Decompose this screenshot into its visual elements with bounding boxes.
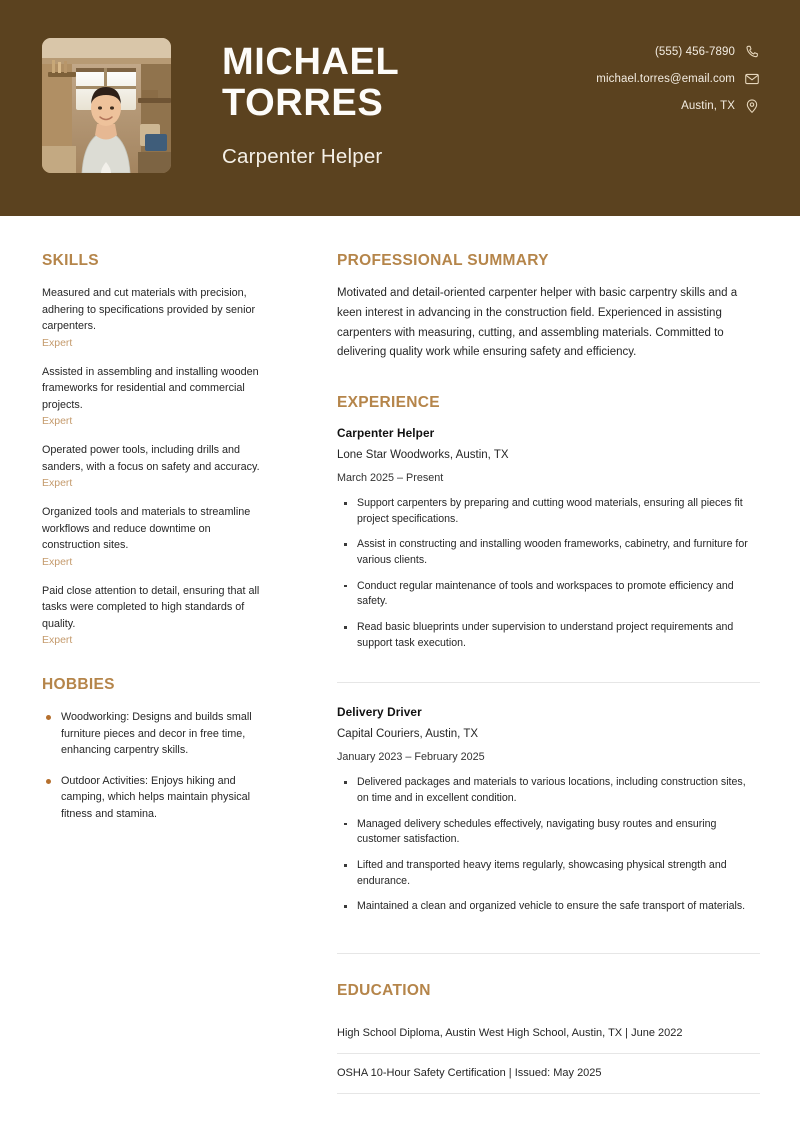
experience-company: Capital Couriers, Austin, TX bbox=[337, 728, 479, 741]
education-heading: EDUCATION bbox=[337, 982, 431, 1000]
experience-company: Lone Star Woodworks, Austin, TX bbox=[337, 449, 509, 462]
job-title: Carpenter Helper bbox=[222, 145, 383, 169]
location-pin-icon bbox=[744, 98, 760, 114]
bullet-icon bbox=[46, 715, 51, 720]
skill-level: Expert bbox=[42, 477, 73, 490]
skill-item bbox=[42, 285, 268, 349]
contact-phone[interactable] bbox=[655, 44, 760, 60]
bullet-icon bbox=[46, 779, 51, 784]
phone-icon bbox=[744, 44, 760, 60]
experience-item bbox=[337, 682, 760, 929]
skill-level: Expert bbox=[42, 555, 73, 568]
skills-heading: SKILLS bbox=[42, 252, 99, 269]
skill-item bbox=[42, 442, 268, 489]
education-item: High School Diploma, Austin West High School, Austin, TX | June 2022 bbox=[337, 1014, 760, 1054]
skill-level: Expert bbox=[42, 336, 73, 349]
contact-location[interactable] bbox=[681, 98, 760, 114]
experience-bullet: Managed delivery schedules effectively, navigating busy routes and ensuring customer satisfaction. bbox=[337, 817, 760, 848]
experience-bullet: Read basic blueprints under supervision to understand project requirements and support task execution. bbox=[337, 620, 760, 651]
hobby-text: Woodworking: Designs and builds small furniture pieces and decor in free time, enhancing carpentry skills. bbox=[61, 711, 252, 757]
skill-level: Expert bbox=[42, 634, 73, 647]
skill-description: Measured and cut materials with precision, adhering to specifications provided by senior carpenters. bbox=[42, 287, 256, 333]
experience-bullets bbox=[337, 496, 760, 651]
name-block bbox=[222, 42, 596, 169]
left-column bbox=[42, 252, 286, 836]
resume-header bbox=[0, 0, 800, 216]
education-section bbox=[337, 953, 760, 1094]
experience-section bbox=[337, 394, 760, 929]
contact-list bbox=[596, 44, 760, 114]
summary-heading: PROFESSIONAL SUMMARY bbox=[337, 252, 549, 269]
skill-description: Paid close attention to detail, ensuring that all tasks were completed to high standards of quality. bbox=[42, 584, 260, 630]
skill-description: Assisted in assembling and installing wooden frameworks for residential and commercial projects. bbox=[42, 365, 259, 411]
summary-text: Motivated and detail-oriented carpenter helper with basic carpentry skills and a keen interest in advancing in the construction field. Experienced in assisting carpenters with measuring, cutting, and assembling materials. Committed to delivering quality work while ensuring safety and efficiency. bbox=[337, 287, 738, 359]
hobbies-heading: HOBBIES bbox=[42, 676, 115, 694]
experience-dates: March 2025 – Present bbox=[337, 472, 444, 485]
skill-level: Expert bbox=[42, 415, 73, 428]
experience-bullets bbox=[337, 775, 760, 915]
hobby-item bbox=[42, 709, 268, 759]
avatar bbox=[42, 38, 171, 173]
hobby-text: Outdoor Activities: Enjoys hiking and camping, which helps maintain physical fitness and stamina. bbox=[61, 774, 251, 820]
envelope-icon bbox=[744, 71, 760, 87]
hobby-item bbox=[42, 773, 268, 823]
skill-item bbox=[42, 583, 268, 647]
contact-email-value: michael.torres@email.com bbox=[596, 73, 735, 85]
experience-bullet: Support carpenters by preparing and cutting wood materials, ensuring all pieces fit project specifications. bbox=[337, 496, 760, 527]
experience-bullet: Conduct regular maintenance of tools and workspaces to promote efficiency and safety. bbox=[337, 579, 760, 610]
page-title bbox=[222, 42, 596, 124]
skill-item bbox=[42, 504, 268, 568]
experience-role: Delivery Driver bbox=[337, 705, 422, 720]
contact-phone-value: (555) 456-7890 bbox=[654, 46, 735, 58]
experience-heading: EXPERIENCE bbox=[337, 394, 440, 412]
profile-photo-illustration bbox=[42, 38, 171, 173]
experience-bullet: Lifted and transported heavy items regularly, showcasing physical strength and endurance. bbox=[337, 858, 760, 889]
skill-item bbox=[42, 364, 268, 428]
experience-bullet: Delivered packages and materials to various locations, including construction sites, on time and in excellent condition. bbox=[337, 775, 760, 806]
section-divider bbox=[337, 953, 760, 954]
experience-dates: January 2023 – February 2025 bbox=[337, 751, 485, 764]
resume-body bbox=[0, 216, 800, 1094]
right-column bbox=[286, 252, 760, 1094]
contact-email[interactable] bbox=[596, 71, 760, 87]
skill-description: Operated power tools, including drills and sanders, with a focus on safety and accuracy. bbox=[42, 444, 260, 473]
first-name: MICHAEL bbox=[222, 41, 400, 83]
contact-location-value: Austin, TX bbox=[681, 100, 735, 112]
skill-description: Organized tools and materials to streamline workflows and reduce downtime on construction sites. bbox=[42, 506, 251, 552]
experience-bullet: Maintained a clean and organized vehicle to ensure the safe transport of materials. bbox=[337, 899, 760, 915]
education-item: OSHA 10-Hour Safety Certification | Issued: May 2025 bbox=[337, 1054, 760, 1094]
last-name: TORRES bbox=[222, 82, 384, 125]
experience-item bbox=[337, 426, 760, 665]
experience-bullet: Assist in constructing and installing wooden frameworks, cabinetry, and furniture for various clients. bbox=[337, 537, 760, 568]
experience-role: Carpenter Helper bbox=[337, 426, 435, 441]
